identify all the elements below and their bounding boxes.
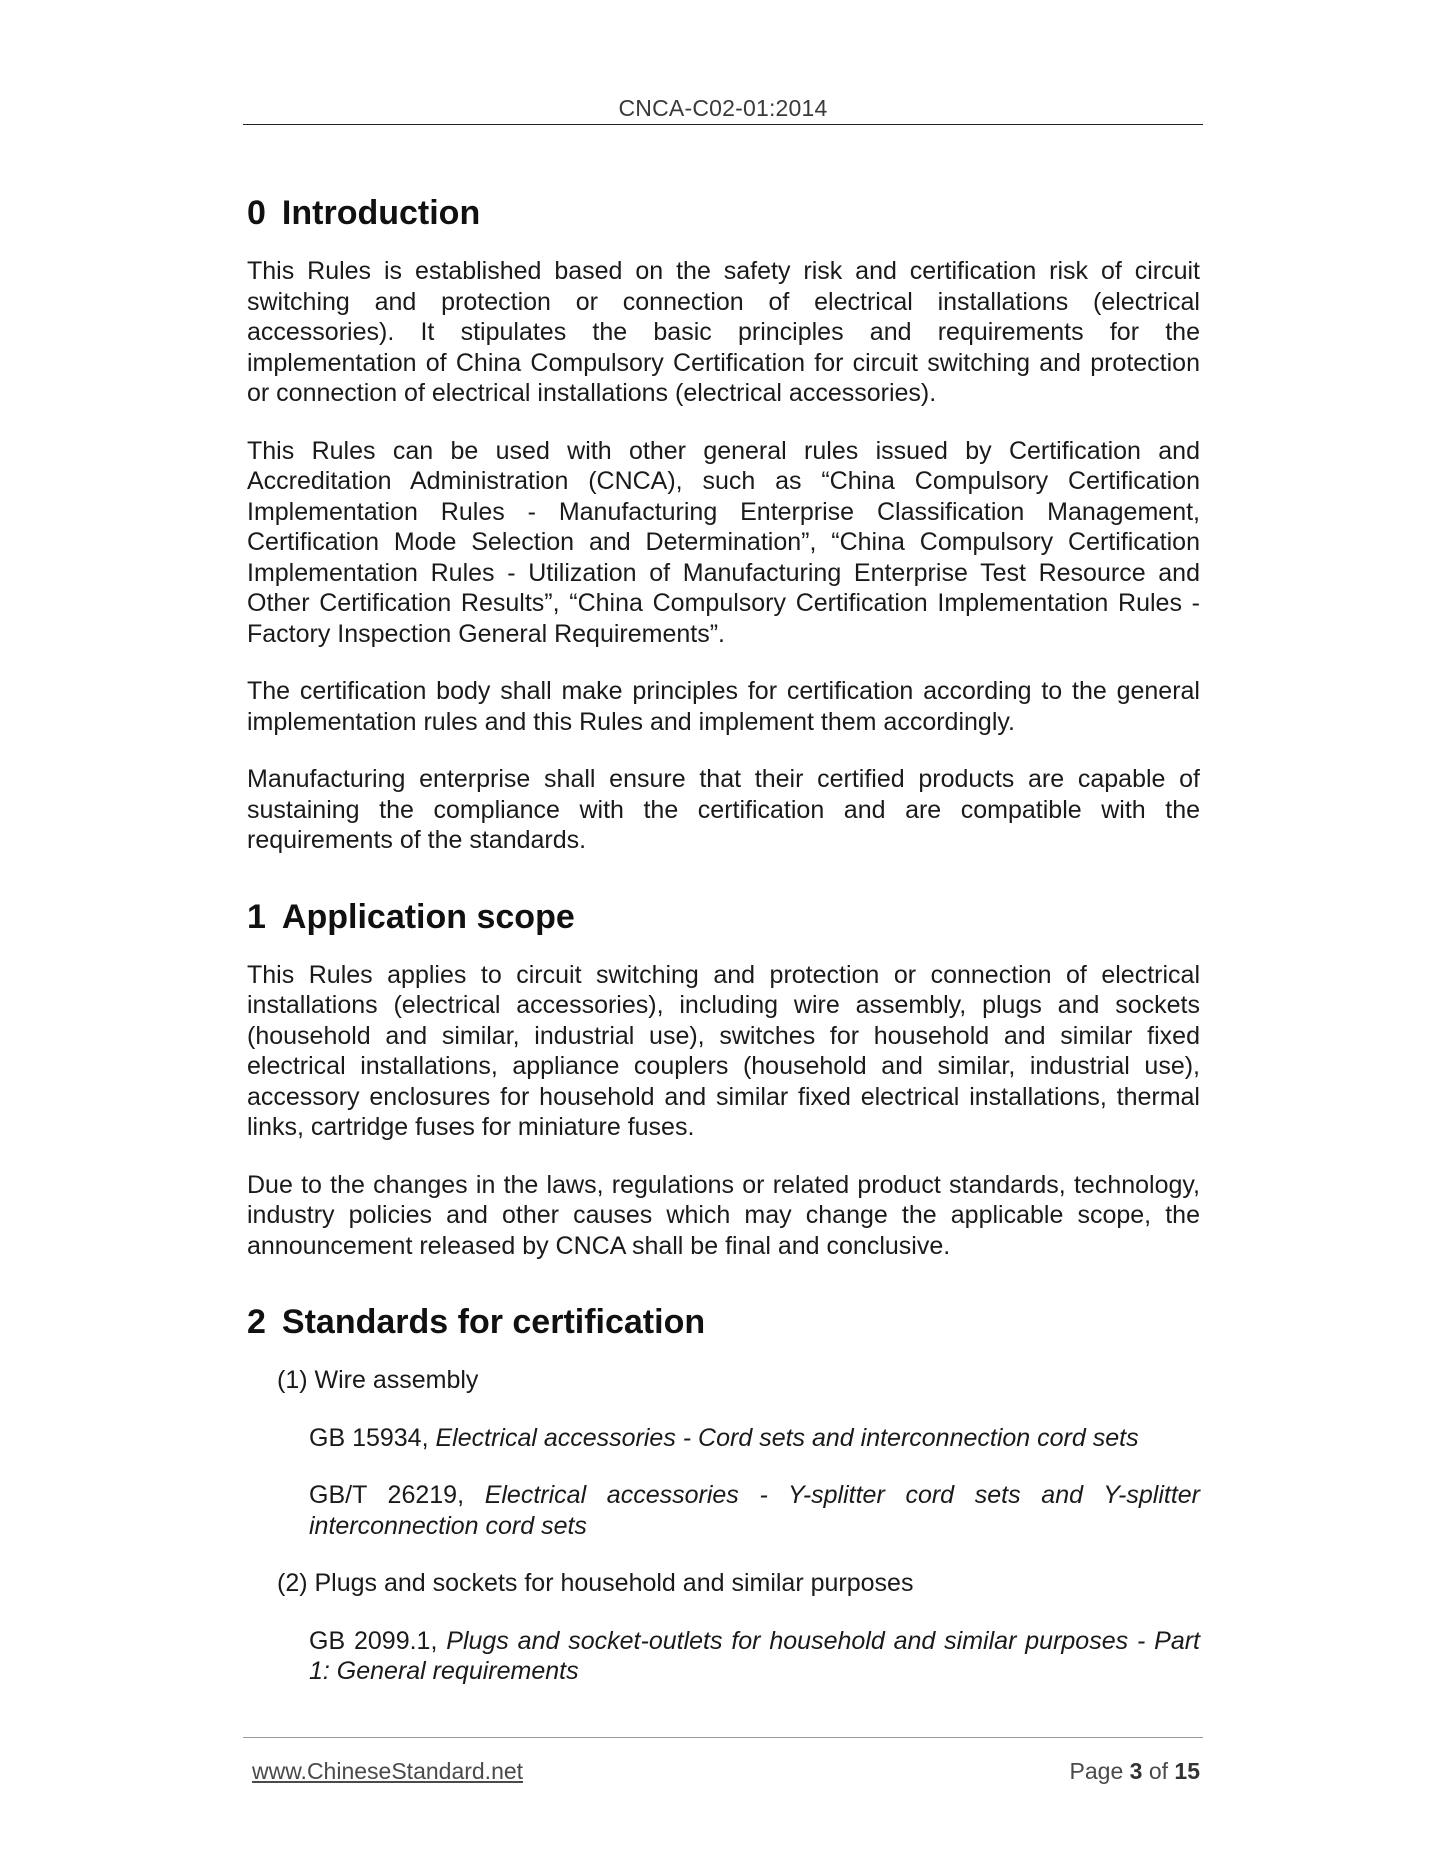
standard-entry <box>309 1480 1200 1541</box>
paragraph: This Rules applies to circuit switching and protection or connection of electrical installations (electrical accessories), including wire assembly, plugs and sockets (household and similar, industrial use), switches for household and similar fixed electrical installations, appliance couplers (household and similar, industrial use), accessory enclosures for household and similar fixed electrical installations, thermal links, cartridge fuses for miniature fuses. <box>247 960 1200 1141</box>
standard-title: Electrical accessories - Y-splitter cord sets and Y-splitter interconnection cord sets <box>309 1481 1200 1540</box>
section-heading-introduction <box>247 188 1200 238</box>
standard-code: GB 2099.1, <box>309 1626 447 1655</box>
standard-title: Electrical accessories - Cord sets and interconnection cord sets <box>435 1423 1139 1452</box>
section-number: 1 <box>247 897 266 936</box>
page-total: 15 <box>1174 1758 1200 1784</box>
page-current: 3 <box>1129 1758 1143 1784</box>
paragraph: The certification body shall make principles for certification according to the general implementation rules and this Rules and implement them accordingly. <box>247 677 1200 736</box>
page-of: of <box>1142 1758 1175 1784</box>
section-title: Application scope <box>281 897 575 936</box>
paragraph: Manufacturing enterprise shall ensure that their certified products are capable of sustaining the compliance with the certification and are compatible with the requirements of the standards. <box>247 765 1200 854</box>
standard-code: GB/T 26219, <box>309 1481 485 1509</box>
section-title: Standards for certification <box>281 1303 706 1341</box>
website-link[interactable]: www.ChineseStandard.net <box>252 1758 524 1784</box>
section-title: Introduction <box>281 194 481 232</box>
page-prefix: Page <box>1069 1758 1130 1784</box>
section-heading-standards <box>247 1297 1200 1347</box>
header-divider <box>243 124 1203 125</box>
section-number: 0 <box>247 194 266 232</box>
paragraph: This Rules is established based on the safety risk and certification risk of circuit switching and protection or connection of electrical installations (electrical accessories). It stipulates the basic principles and requirements for the implementation of China Compulsory Certification for circuit switching and protection or connection of electrical installations (electrical accessories). <box>247 257 1200 407</box>
standard-code: GB 15934, <box>309 1423 436 1452</box>
paragraph: Due to the changes in the laws, regulations or related product standards, technology, industry policies and other causes which may change the applicable scope, the announcement released by CNCA shall be final and conclusive. <box>247 1170 1200 1260</box>
standard-entry <box>309 1423 1200 1454</box>
list-label-plugs-sockets: (2) Plugs and sockets for household and similar purposes <box>277 1569 914 1597</box>
page-number <box>1070 1758 1200 1785</box>
footer-divider <box>243 1737 1203 1738</box>
document-code: CNCA-C02-01:2014 <box>618 95 828 121</box>
section-number: 2 <box>247 1303 266 1341</box>
standard-title: Plugs and socket-outlets for household and similar purposes - Part 1: General requirements <box>309 1626 1200 1685</box>
paragraph: This Rules can be used with other general rules issued by Certification and Accreditation Administration (CNCA), such as “China Compulsory Certification Implementation Rules - Manufacturing Enterprise Classification Management, Certification Mode Selection and Determination”, “China Compulsory Certification Implementation Rules - Utilization of Manufacturing Enterprise Test Resource and Other Certification Results”, “China Compulsory Certification Implementation Rules - Factory Inspection General Requirements”. <box>247 436 1200 648</box>
standard-entry <box>309 1626 1200 1687</box>
section-heading-application-scope <box>247 892 1200 942</box>
page-content <box>247 188 1200 1687</box>
list-label-wire-assembly: (1) Wire assembly <box>277 1366 479 1394</box>
